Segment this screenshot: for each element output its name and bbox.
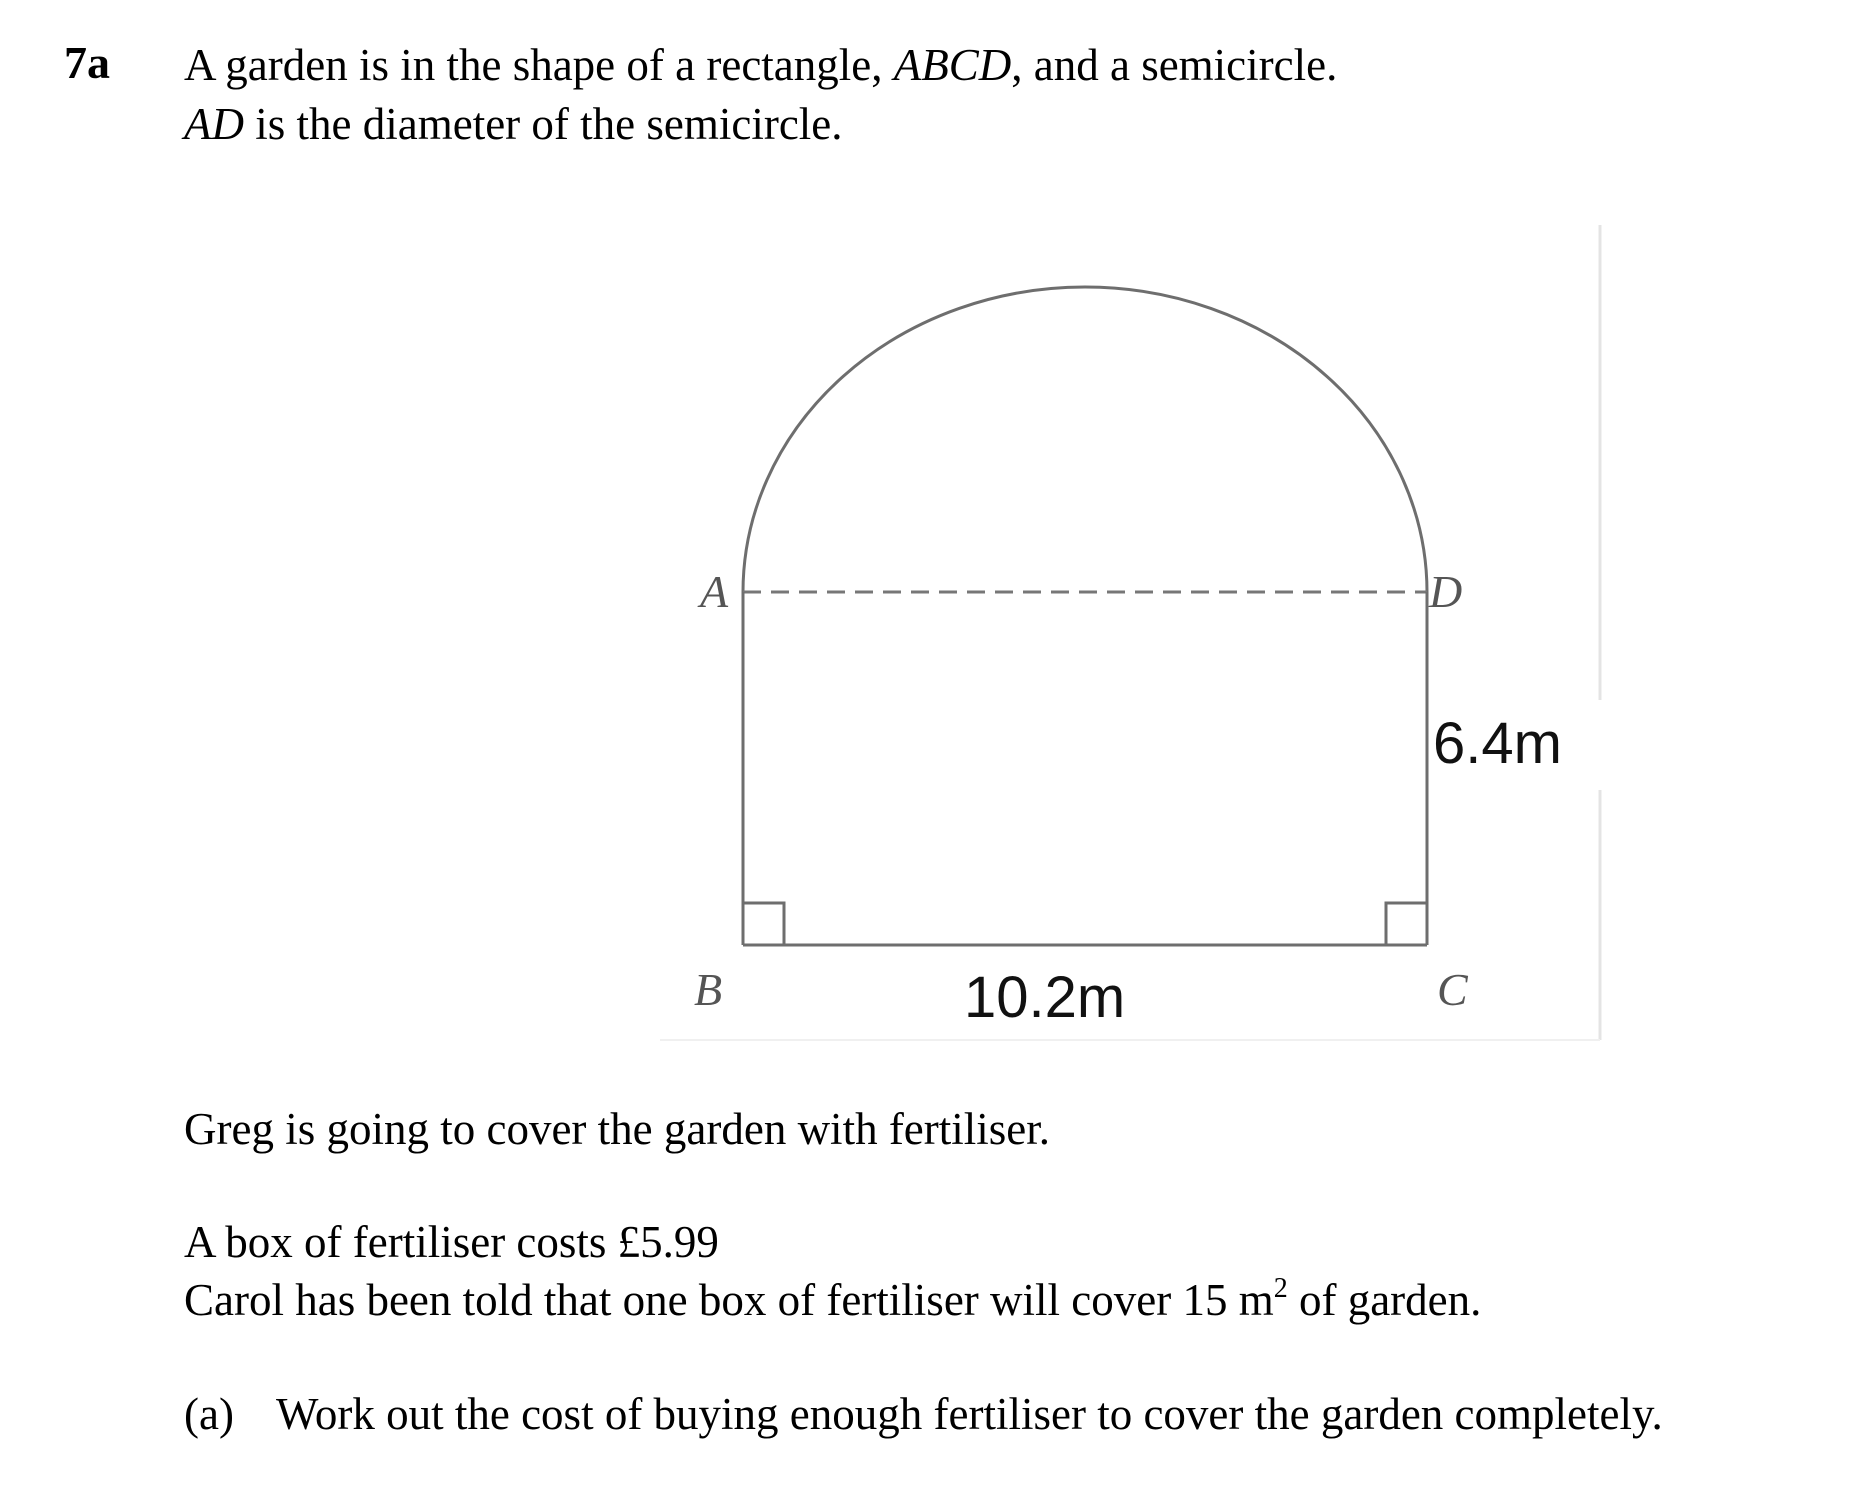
intro-line-1-start: A garden is in the shape of a rectangle, xyxy=(184,40,894,90)
question-intro xyxy=(184,36,1337,154)
label-point-a: A xyxy=(700,566,729,617)
squared-superscript: 2 xyxy=(1273,1273,1288,1304)
label-height: 6.4m xyxy=(1433,711,1562,776)
label-point-c: C xyxy=(1437,964,1468,1015)
intro-line-2-rest: is the diameter of the semicircle. xyxy=(244,99,843,149)
intro-line-1-end: , and a semicircle. xyxy=(1011,40,1338,90)
intro-line-2 xyxy=(184,95,1337,154)
paragraph-greg: Greg is going to cover the garden with fertiliser. xyxy=(184,1104,1051,1154)
question-number: 7a xyxy=(64,37,110,88)
label-point-b: B xyxy=(694,964,723,1015)
paragraph-carol xyxy=(184,1271,1481,1329)
garden-diagram xyxy=(660,210,1620,1050)
part-a-text: Work out the cost of buying enough fertiliser to cover the garden completely. xyxy=(276,1389,1663,1439)
diameter-name-ad: AD xyxy=(184,99,244,149)
intro-line-1 xyxy=(184,36,1337,95)
shape-name-abcd: ABCD xyxy=(893,40,1012,90)
part-a-label: (a) xyxy=(184,1389,234,1439)
semicircle-arc xyxy=(743,287,1427,592)
carol-text-end: of garden. xyxy=(1287,1275,1482,1325)
carol-text-start: Carol has been told that one box of fertiliser will cover 15 m xyxy=(184,1275,1274,1325)
part-a-question xyxy=(184,1385,1663,1443)
label-point-d: D xyxy=(1429,566,1463,617)
paragraph-box-cost: A box of fertiliser costs £5.99 xyxy=(184,1217,719,1267)
label-width: 10.2m xyxy=(964,965,1126,1030)
right-angle-c xyxy=(1386,903,1427,945)
right-angle-b xyxy=(743,903,784,945)
